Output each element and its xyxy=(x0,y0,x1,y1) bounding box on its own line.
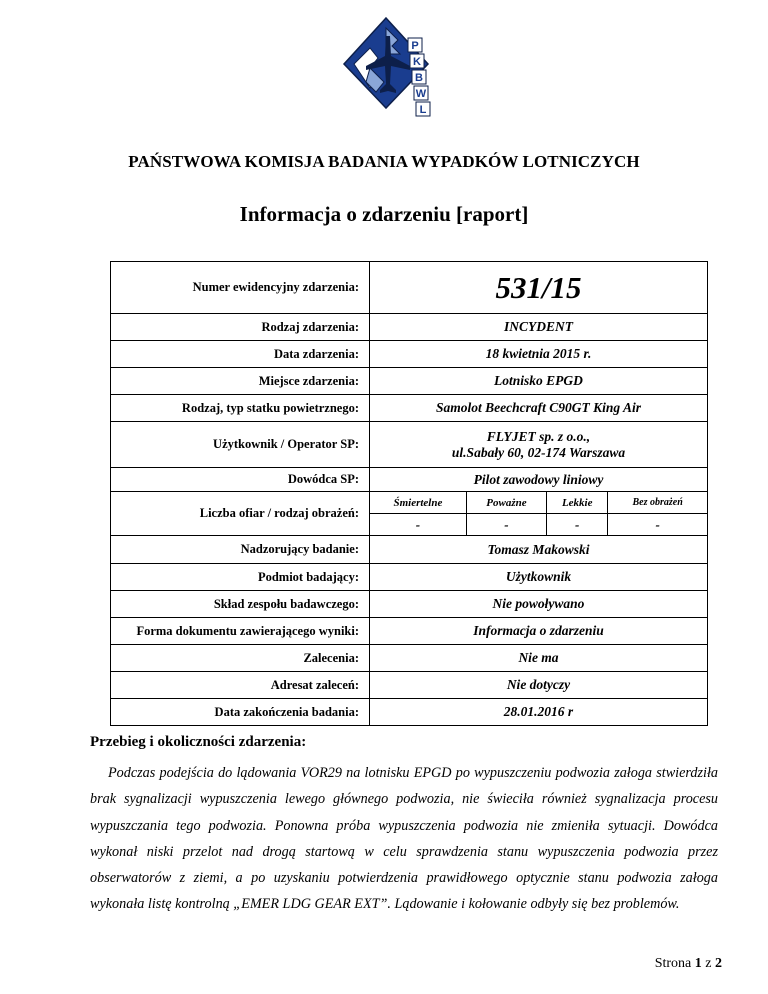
svg-text:B: B xyxy=(415,72,423,84)
section-body: Podczas podejścia do lądowania VOR29 na lotnisku EPGD po wypuszczeniu podwozia załoga stwierdziła brak sygnalizacji wypuszczenia lewego głównego podwozia, nie świeciła również sygnalizacja procesu wypuszczania tego podwozia. Ponowna próba wypuszczenia podwozia nie zmieniła sytuacji. Dowódca wykonał niski przelot nad drogą startową w celu sprawdzenia stanu wypuszczenia podwozia przez obserwatorów z ziemi, a po uzyskaniu potwierdzenia prawidłowego optycznie stanu podwozia załoga wykonała listę kontrolną „EMER LDG GEAR EXT”. Lądowanie i kołowanie odbyły się bez problemów. xyxy=(90,765,718,913)
investigator-label: Podmiot badający: xyxy=(111,564,370,591)
investigator-value: Użytkownik xyxy=(370,564,708,591)
casualties-label: Liczba ofiar / rodzaj obrażeń: xyxy=(111,492,370,536)
event-type-label: Rodzaj zdarzenia: xyxy=(111,314,370,341)
casualties-header-serious: Poważne xyxy=(466,492,546,514)
event-date-label: Data zdarzenia: xyxy=(111,341,370,368)
event-date-value: 18 kwietnia 2015 r. xyxy=(370,341,708,368)
aircraft-type-value: Samolot Beechcraft C90GT King Air xyxy=(370,395,708,422)
total-pages: 2 xyxy=(715,956,722,971)
event-type-value: INCYDENT xyxy=(370,314,708,341)
casualties-value-fatal: - xyxy=(370,514,467,536)
casualties-value-minor: - xyxy=(547,514,608,536)
svg-text:W: W xyxy=(415,88,427,100)
addressee-label: Adresat zaleceń: xyxy=(111,672,370,699)
table-row xyxy=(111,395,708,422)
table-row xyxy=(111,492,708,514)
svg-text:P: P xyxy=(411,40,419,52)
casualties-header-none: Bez obrażeń xyxy=(608,492,708,514)
recommendations-label: Zalecenia: xyxy=(111,645,370,672)
page-separator: z xyxy=(705,956,712,971)
casualties-value-none: - xyxy=(608,514,708,536)
registry-number-label: Numer ewidencyjny zdarzenia: xyxy=(111,262,370,314)
document-title: Informacja o zdarzeniu [raport] xyxy=(239,202,529,226)
document-form-value: Informacja o zdarzeniu xyxy=(370,618,708,645)
casualties-header-fatal: Śmiertelne xyxy=(370,492,467,514)
document-form-label: Forma dokumentu zawierającego wyniki: xyxy=(111,618,370,645)
addressee-value: Nie dotyczy xyxy=(370,672,708,699)
table-row xyxy=(111,536,708,564)
supervisor-label: Nadzorujący badanie: xyxy=(111,536,370,564)
table-row xyxy=(111,591,708,618)
current-page: 1 xyxy=(694,956,702,971)
table-row xyxy=(111,314,708,341)
event-place-value: Lotnisko EPGD xyxy=(370,368,708,395)
end-date-value: 28.01.2016 r xyxy=(370,699,708,726)
end-date-label: Data zakończenia badania: xyxy=(111,699,370,726)
table-row xyxy=(111,341,708,368)
page-prefix: Strona xyxy=(654,956,692,971)
page-number xyxy=(655,956,722,972)
table-row xyxy=(111,672,708,699)
table-row xyxy=(111,699,708,726)
event-place-label: Miejsce zdarzenia: xyxy=(111,368,370,395)
operator-value xyxy=(370,422,708,468)
operator-label: Użytkownik / Operator SP: xyxy=(111,422,370,468)
commander-value: Pilot zawodowy liniowy xyxy=(370,468,708,492)
casualties-header-minor: Lekkie xyxy=(547,492,608,514)
team-label: Skład zespołu badawczego: xyxy=(111,591,370,618)
incident-info-table xyxy=(110,261,708,726)
table-row xyxy=(111,368,708,395)
supervisor-value: Tomasz Makowski xyxy=(370,536,708,564)
section-heading: Przebieg i okoliczności zdarzenia: xyxy=(90,734,307,750)
table-row xyxy=(111,645,708,672)
table-row xyxy=(111,564,708,591)
table-row xyxy=(111,422,708,468)
svg-text:L: L xyxy=(419,104,427,116)
operator-name: FLYJET sp. z o.o., xyxy=(486,428,591,444)
pkbwl-logo xyxy=(340,8,440,138)
casualties-value-serious: - xyxy=(466,514,546,536)
registry-number-value: 531/15 xyxy=(370,262,708,314)
table-row xyxy=(111,618,708,645)
table-row xyxy=(111,468,708,492)
svg-text:K: K xyxy=(413,56,421,68)
team-value: Nie powoływano xyxy=(370,591,708,618)
table-row xyxy=(111,262,708,314)
organization-title: PAŃSTWOWA KOMISJA BADANIA WYPADKÓW LOTNICZYCH xyxy=(128,152,640,171)
operator-address: ul.Sabały 60, 02-174 Warszawa xyxy=(451,444,626,460)
commander-label: Dowódca SP: xyxy=(111,468,370,492)
recommendations-value: Nie ma xyxy=(370,645,708,672)
aircraft-type-label: Rodzaj, typ statku powietrznego: xyxy=(111,395,370,422)
